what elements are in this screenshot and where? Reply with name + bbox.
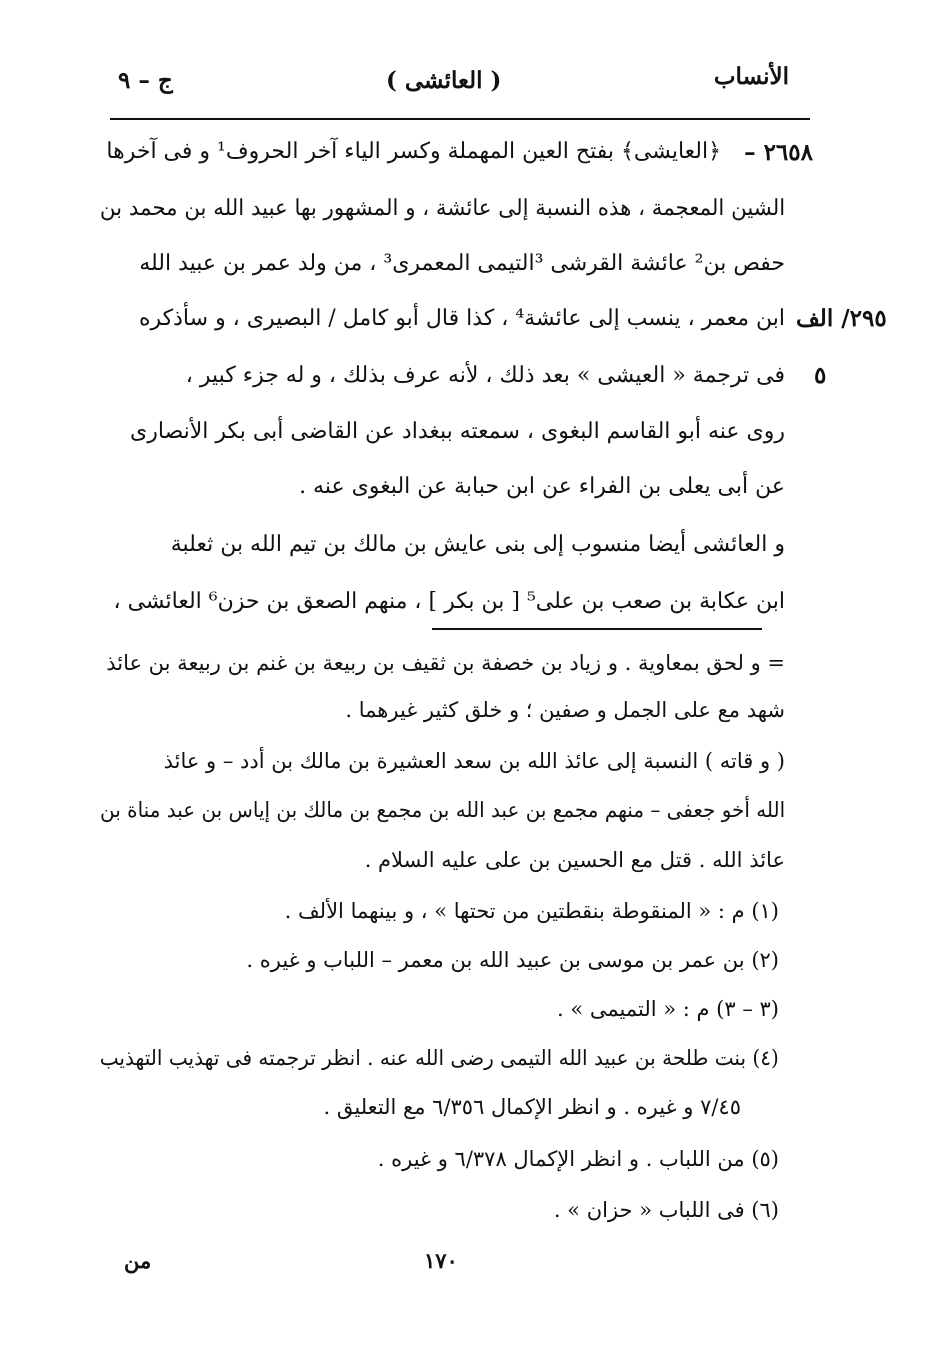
footnote: (٥) من اللباب . و انظر الإكمال ٦/٣٧٨ و غيره . [377,1147,779,1171]
entry-number: ٢٦٥٨ – [744,139,813,166]
footnote: (١) م : « المنقوطة بنقطتين من تحتها » ، و بينهما الألف . [284,899,779,923]
body-line: ابن معمر ، ينسب إلى عائشة⁴ ، كذا قال أبو كامل / البصيرى ، و سأذكره [139,306,785,331]
body-line: ابن عكابة بن صعب بن على⁵ [ بن بكر ] ، منهم الصعق بن حزن⁶ العائشى ، [113,589,785,614]
footnote-separator [432,628,762,630]
footnote: ٧/٤٥ و غيره . و انظر الإكمال ٦/٣٥٦ مع التعليق . [323,1095,741,1119]
header-book-title: الأنساب [713,63,789,90]
continuation-line: = و لحق بمعاوية . و زياد بن خصفة بن ثقيف بن ربيعة بن غنم بن ربيعة بن عائذ [106,651,785,675]
page-number: ١٧٠ [424,1248,458,1273]
margin-folio: ٢٩٥/ الف [796,305,887,332]
header-section-title: ( العائشى ) [386,67,502,94]
footnote: (٦) فى اللباب « حزان » . [553,1198,779,1222]
footnote: (٣ – ٣) م : « التميمى » . [556,997,779,1021]
body-line: روى عنه أبو القاسم البغوى ، سمعته ببغداد عن القاضى أبى بكر الأنصارى [130,419,785,444]
footnote: (٢) بن عمر بن موسى بن عبيد الله بن معمر – اللباب و غيره . [246,948,779,972]
body-line: عن أبى يعلى بن الفراء عن ابن حبابة عن البغوى عنه . [299,474,785,499]
body-line: حفص بن² عائشة القرشى ³التيمى المعمرى³ ، من ولد عمر بن عبيد الله [139,251,785,276]
header-rule [110,118,810,120]
body-line: ﴿العايشى﴾ بفتح العين المهملة وكسر الياء آخر الحروف¹ و فى آخرها [106,139,721,164]
continuation-line: الله أخو جعفى – منهم مجمع بن عبد الله بن مجمع بن مالك بن إياس بن عبد مناة بن [99,798,785,822]
continuation-line: شهد مع على الجمل و صفين ؛ و خلق كثير غيرهما . [345,698,785,722]
body-line: و العائشى أيضا منسوب إلى بنى عايش بن مالك بن تيم الله بن ثعلبة [170,532,785,557]
body-line: فى ترجمة « العيشى » بعد ذلك ، لأنه عرف بذلك ، و له جزء كبير ، [185,363,785,388]
continuation-line: ( و قاته ) النسبة إلى عائذ الله بن سعد العشيرة بن مالك بن أدد – و عائذ [163,749,785,773]
header-volume: ج – ٩ [118,67,173,94]
footnote: (٤) بنت طلحة بن عبيد الله التيمى رضى الله عنه . انظر ترجمته فى تهذيب التهذيب [99,1046,779,1070]
body-line: الشين المعجمة ، هذه النسبة إلى عائشة ، و المشهور بها عبيد الله بن محمد بن [99,196,785,221]
margin-line-number: ٥ [814,362,827,389]
catchword: من [124,1248,152,1273]
continuation-line: عائذ الله . قتل مع الحسين بن على عليه السلام . [364,848,785,872]
